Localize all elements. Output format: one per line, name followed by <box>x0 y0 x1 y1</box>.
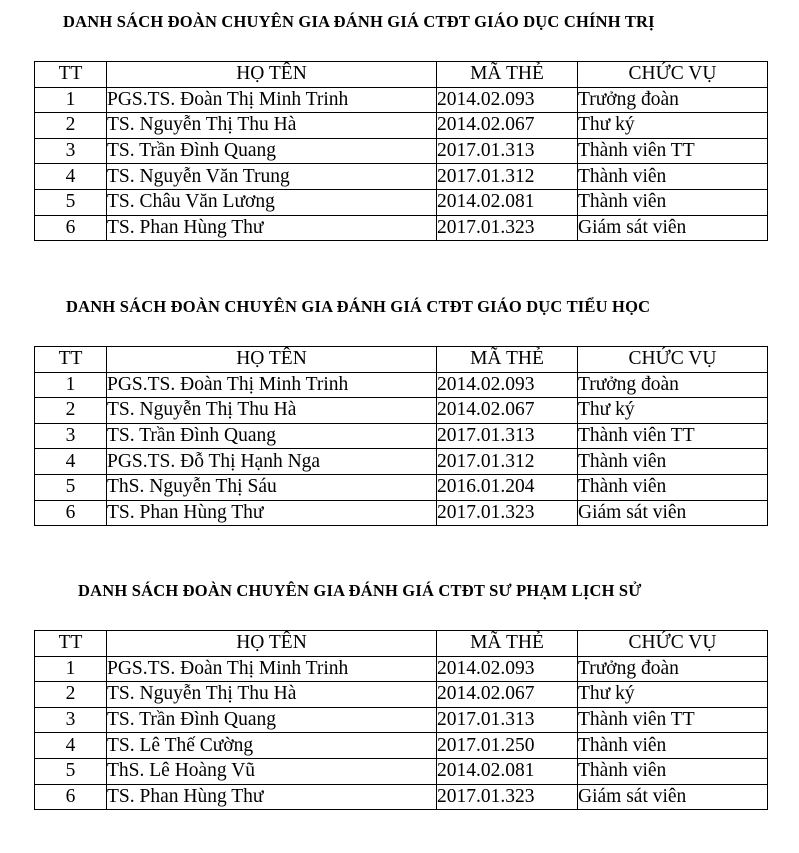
cell-tt: 6 <box>35 784 107 810</box>
cell-name: TS. Nguyễn Văn Trung <box>107 164 437 190</box>
cell-code: 2017.01.250 <box>437 733 578 759</box>
column-header-tt: TT <box>35 62 107 88</box>
cell-code: 2014.02.093 <box>437 372 578 398</box>
cell-tt: 4 <box>35 164 107 190</box>
section-title: DANH SÁCH ĐOÀN CHUYÊN GIA ĐÁNH GIÁ CTĐT SƯ PHẠM LỊCH SỬ <box>78 581 642 600</box>
cell-code: 2017.01.313 <box>437 707 578 733</box>
column-header-code: MÃ THẺ <box>437 631 578 657</box>
column-header-tt: TT <box>35 631 107 657</box>
cell-role: Giám sát viên <box>578 500 768 526</box>
cell-role: Thành viên TT <box>578 138 768 164</box>
cell-role: Trưởng đoàn <box>578 87 768 113</box>
column-header-code: MÃ THẺ <box>437 347 578 373</box>
table-row <box>35 113 768 139</box>
table-header-row <box>35 631 768 657</box>
table-row <box>35 449 768 475</box>
cell-tt: 2 <box>35 398 107 424</box>
cell-name: TS. Phan Hùng Thư <box>107 784 437 810</box>
table-row <box>35 784 768 810</box>
section-title: DANH SÁCH ĐOÀN CHUYÊN GIA ĐÁNH GIÁ CTĐT GIÁO DỤC TIỂU HỌC <box>66 297 651 316</box>
cell-name: TS. Nguyễn Thị Thu Hà <box>107 682 437 708</box>
column-header-role: CHỨC VỤ <box>578 347 768 373</box>
cell-name: TS. Trần Đình Quang <box>107 138 437 164</box>
table-row <box>35 758 768 784</box>
cell-role: Giám sát viên <box>578 215 768 241</box>
cell-tt: 3 <box>35 707 107 733</box>
cell-role: Trưởng đoàn <box>578 656 768 682</box>
column-header-name: HỌ TÊN <box>107 347 437 373</box>
column-header-name: HỌ TÊN <box>107 62 437 88</box>
cell-role: Thành viên <box>578 474 768 500</box>
column-header-role: CHỨC VỤ <box>578 631 768 657</box>
cell-role: Thành viên <box>578 164 768 190</box>
column-header-tt: TT <box>35 347 107 373</box>
cell-tt: 6 <box>35 215 107 241</box>
column-header-role: CHỨC VỤ <box>578 62 768 88</box>
table-row <box>35 138 768 164</box>
cell-name: ThS. Lê Hoàng Vũ <box>107 758 437 784</box>
cell-code: 2017.01.313 <box>437 138 578 164</box>
table-row <box>35 372 768 398</box>
column-header-code: MÃ THẺ <box>437 62 578 88</box>
column-header-name: HỌ TÊN <box>107 631 437 657</box>
cell-name: PGS.TS. Đỗ Thị Hạnh Nga <box>107 449 437 475</box>
cell-code: 2014.02.067 <box>437 398 578 424</box>
cell-tt: 3 <box>35 138 107 164</box>
cell-code: 2014.02.081 <box>437 189 578 215</box>
expert-table <box>34 630 768 810</box>
cell-name: TS. Phan Hùng Thư <box>107 215 437 241</box>
table-row <box>35 707 768 733</box>
cell-code: 2016.01.204 <box>437 474 578 500</box>
table-row <box>35 164 768 190</box>
table-row <box>35 87 768 113</box>
cell-code: 2017.01.323 <box>437 784 578 810</box>
cell-role: Thành viên <box>578 189 768 215</box>
cell-name: PGS.TS. Đoàn Thị Minh Trinh <box>107 372 437 398</box>
cell-name: PGS.TS. Đoàn Thị Minh Trinh <box>107 87 437 113</box>
cell-tt: 4 <box>35 733 107 759</box>
cell-tt: 5 <box>35 189 107 215</box>
cell-tt: 4 <box>35 449 107 475</box>
cell-code: 2014.02.093 <box>437 87 578 113</box>
cell-role: Thư ký <box>578 113 768 139</box>
section-title: DANH SÁCH ĐOÀN CHUYÊN GIA ĐÁNH GIÁ CTĐT GIÁO DỤC CHÍNH TRỊ <box>63 12 655 31</box>
table-row <box>35 189 768 215</box>
cell-role: Thư ký <box>578 398 768 424</box>
cell-tt: 5 <box>35 758 107 784</box>
cell-role: Thành viên TT <box>578 423 768 449</box>
table-row <box>35 733 768 759</box>
cell-tt: 2 <box>35 682 107 708</box>
cell-code: 2014.02.067 <box>437 113 578 139</box>
table-row <box>35 423 768 449</box>
cell-code: 2014.02.081 <box>437 758 578 784</box>
cell-tt: 6 <box>35 500 107 526</box>
cell-role: Thành viên <box>578 758 768 784</box>
cell-name: PGS.TS. Đoàn Thị Minh Trinh <box>107 656 437 682</box>
cell-role: Thành viên TT <box>578 707 768 733</box>
cell-code: 2017.01.312 <box>437 164 578 190</box>
expert-table <box>34 346 768 526</box>
cell-name: TS. Châu Văn Lương <box>107 189 437 215</box>
cell-tt: 1 <box>35 656 107 682</box>
table-header-row <box>35 62 768 88</box>
cell-role: Thành viên <box>578 733 768 759</box>
cell-code: 2017.01.323 <box>437 500 578 526</box>
cell-name: ThS. Nguyễn Thị Sáu <box>107 474 437 500</box>
cell-code: 2017.01.313 <box>437 423 578 449</box>
cell-code: 2014.02.093 <box>437 656 578 682</box>
cell-tt: 1 <box>35 87 107 113</box>
table-row <box>35 656 768 682</box>
cell-name: TS. Lê Thế Cường <box>107 733 437 759</box>
cell-name: TS. Nguyễn Thị Thu Hà <box>107 398 437 424</box>
expert-table <box>34 61 768 241</box>
cell-role: Trưởng đoàn <box>578 372 768 398</box>
cell-tt: 5 <box>35 474 107 500</box>
table-row <box>35 474 768 500</box>
cell-code: 2014.02.067 <box>437 682 578 708</box>
table-row <box>35 682 768 708</box>
cell-tt: 1 <box>35 372 107 398</box>
cell-role: Thành viên <box>578 449 768 475</box>
cell-role: Thư ký <box>578 682 768 708</box>
table-row <box>35 398 768 424</box>
cell-code: 2017.01.312 <box>437 449 578 475</box>
cell-code: 2017.01.323 <box>437 215 578 241</box>
cell-name: TS. Phan Hùng Thư <box>107 500 437 526</box>
table-header-row <box>35 347 768 373</box>
cell-role: Giám sát viên <box>578 784 768 810</box>
table-row <box>35 215 768 241</box>
cell-tt: 3 <box>35 423 107 449</box>
cell-name: TS. Trần Đình Quang <box>107 423 437 449</box>
cell-tt: 2 <box>35 113 107 139</box>
table-row <box>35 500 768 526</box>
cell-name: TS. Nguyễn Thị Thu Hà <box>107 113 437 139</box>
cell-name: TS. Trần Đình Quang <box>107 707 437 733</box>
